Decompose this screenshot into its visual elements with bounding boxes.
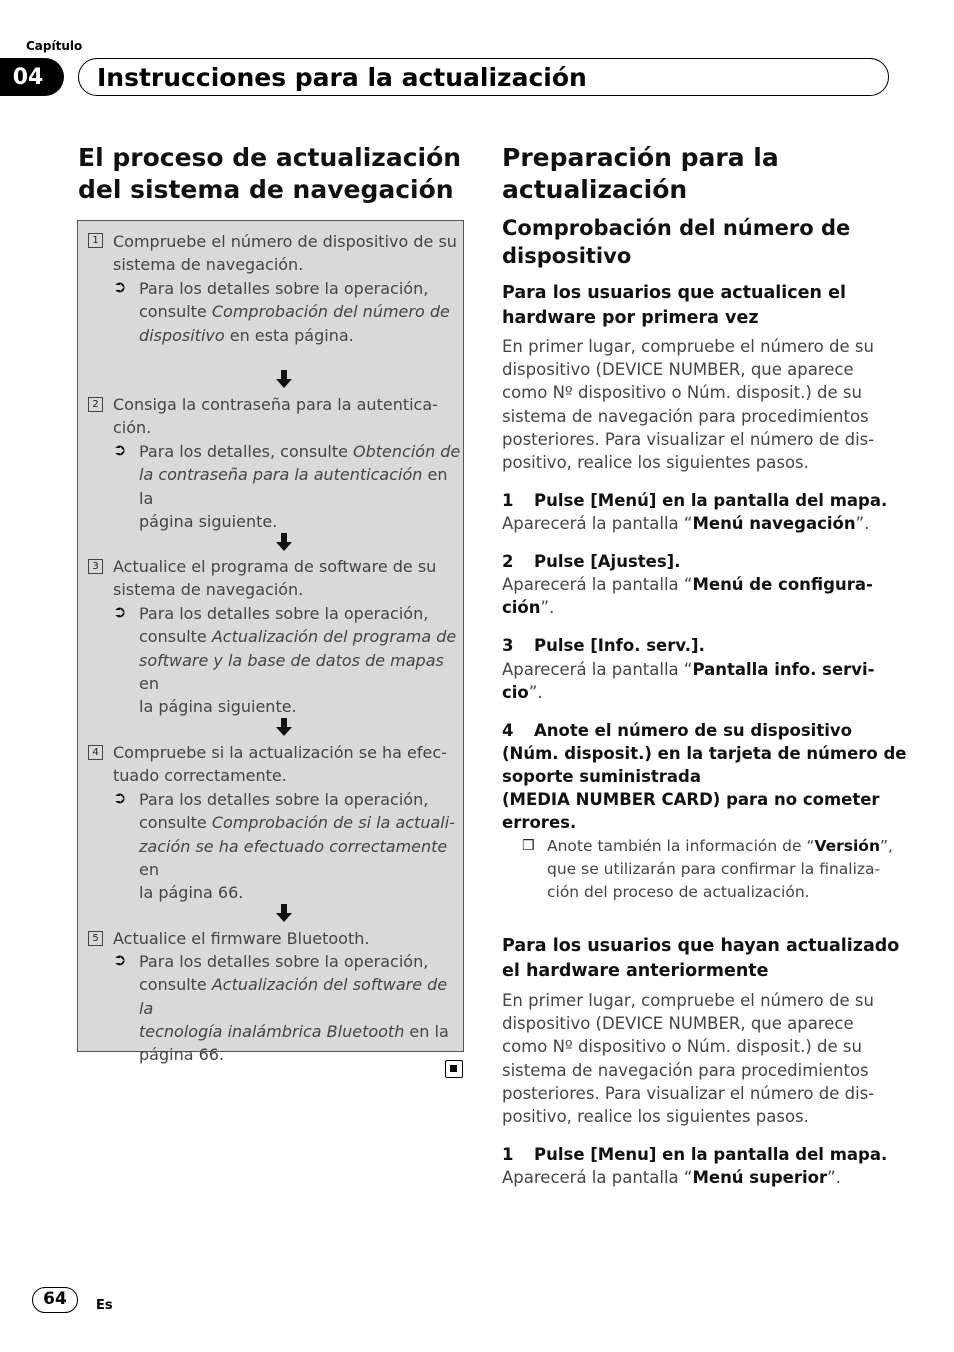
chapter-label: Capítulo [26,39,83,53]
cross-reference: dispositivo [139,325,225,345]
down-arrow-icon [274,532,294,552]
cross-reference: Obtención de [353,442,461,461]
step-number-box: 5 [88,931,103,946]
right-arrow-icon: ➲ [113,602,127,621]
step-result: Aparecerá la pantalla “Menú de configura- ción”. [502,575,873,618]
step-number-box: 2 [88,397,103,412]
chapter-title: Instrucciones para la actualización [78,58,889,96]
down-arrow-icon [274,369,294,389]
chapter-number: 04 [0,58,64,96]
sec2-body: En primer lugar, compruebe el número de su dispositivo (DEVICE NUMBER, que aparece como Nº dispositivo o Núm. disposit.) de su sistema de navegación para procedimientos posteriores. Para visualizar el número de dis- positivo, realice los siguientes pasos. [502,991,875,1127]
procedure-step-4: 4 Anote el número de su dispositivo (Núm. disposit.) en la tarjeta de número de soporte suministrada (MEDIA NUMBER CARD) para no cometer errores. [502,721,907,832]
language-code: Es [96,1298,113,1313]
step-number-box: 3 [88,559,103,574]
step-detail: Para los detalles sobre la operación, consulte Actualización del programa de software y la base de datos de mapas en la página siguiente. [139,604,457,717]
step-result: Aparecerá la pantalla “Menú navegación”. [502,514,870,533]
procedure-step-2: 2 Pulse [Ajustes]. [502,552,681,571]
cross-reference: la contraseña para la autenticación [139,465,423,485]
cross-reference: software y la base de datos de mapas [139,650,444,670]
sec2-heading: Para los usuarios que hayan actualizado el hardware anteriormente [502,936,900,981]
checkbox-bullet-icon: ❒ [522,838,535,854]
step-result: Aparecerá la pantalla “Menú superior”. [502,1168,841,1187]
right-arrow-icon: ➲ [113,440,127,459]
step-detail: Para los detalles sobre la operación, consulte Comprobación de si la actuali- zación se ha efectuado correctamente en la página 66. [139,790,455,903]
step-number-box: 1 [88,233,103,248]
cross-reference: tecnología inalámbrica Bluetooth [139,1021,405,1041]
procedure-step-1: 1 Pulse [Menú] en la pantalla del mapa. [502,491,888,510]
procedure-step-3: 3 Pulse [Info. serv.]. [502,636,705,655]
down-arrow-icon [274,717,294,737]
step-text: Compruebe si la actualización se ha efec- tuado correctamente. [113,743,447,786]
cross-reference: Comprobación del número de [211,302,450,322]
end-of-section-icon [445,1060,463,1078]
step-detail: Para los detalles sobre la operación, consulte Actualización del software de la tecnología inalámbrica Bluetooth en la página 66. [139,952,449,1065]
step-result: Aparecerá la pantalla “Pantalla info. servi- cio”. [502,660,875,703]
step-number-box: 4 [88,745,103,760]
step-text: Actualice el firmware Bluetooth. [113,929,370,948]
subsection-title: Comprobación del número de dispositivo [502,216,851,268]
cross-reference: Actualización del software de la [139,975,448,1018]
procedure-step-1b: 1 Pulse [Menu] en la pantalla del mapa. [502,1145,888,1164]
right-section-title: Preparación para la actualización [502,143,779,204]
sec1-heading: Para los usuarios que actualicen el hardware por primera vez [502,283,846,328]
cross-reference: Actualización del programa de [211,627,457,647]
cross-reference: zación se ha efectuado correctamente [139,836,448,856]
note-text: Anote también la información de “Versión”, que se utilizarán para confirmar la finaliza- ción del proceso de actualización. [547,837,893,901]
sec1-body: En primer lugar, compruebe el número de su dispositivo (DEVICE NUMBER, que aparece como Nº dispositivo o Núm. disposit.) de su sistema de navegación para procedimientos posteriores. Para visualizar el número de dis- positivo, realice los siguientes pasos. [502,337,875,473]
right-arrow-icon: ➲ [113,277,127,296]
down-arrow-icon [274,903,294,923]
step-detail: Para los detalles sobre la operación, consulte Comprobación del número de dispositivo en esta página. [139,279,450,345]
step-text: Actualice el programa de software de su sistema de navegación. [113,557,437,600]
page-number: 64 [32,1287,78,1313]
process-flow-box [77,220,464,1065]
left-section-title: El proceso de actualización del sistema de navegación [78,143,462,204]
cross-reference: Comprobación de si la actuali- [211,813,455,833]
right-arrow-icon: ➲ [113,788,127,807]
step-detail: Para los detalles, consulte Obtención de la contraseña para la autenticación en la página siguiente. [139,442,461,531]
right-arrow-icon: ➲ [113,950,127,969]
step-text: Consiga la contraseña para la autentica- ción. [113,395,438,438]
step-text: Compruebe el número de dispositivo de su sistema de navegación. [113,232,457,275]
